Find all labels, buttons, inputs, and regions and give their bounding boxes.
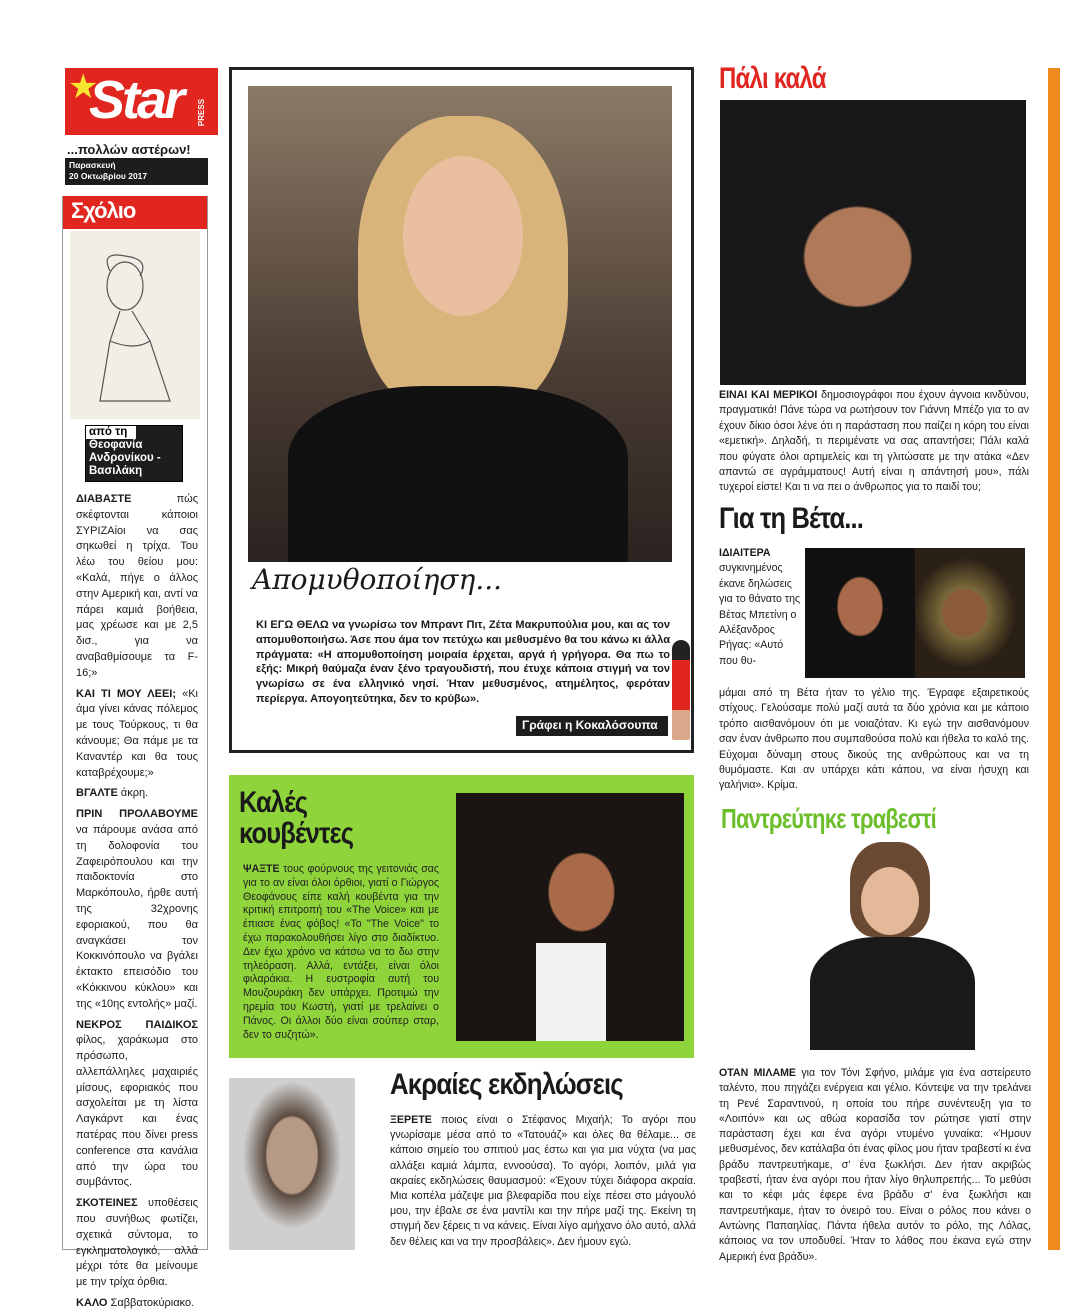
pali-title: Πάλι καλά [719, 62, 826, 95]
star-icon: ★ [68, 68, 99, 106]
caricature-sketch [70, 231, 200, 419]
beta-side-text: ΙΔΙΑΙΤΕΡΑ συγκινημένος έκανε δηλώσεις για το θάνατο της Βέτας Μπετίνη ο Αλέξανδρος Ρήγας: «Αυτό που θυ- [719, 547, 801, 667]
paragraph: ΚΑΛΟ Σαββατοκύριακο. [76, 1297, 195, 1310]
michail-photo [229, 1078, 355, 1250]
feature-byline: Γράφει η Κοκαλόσουπα [516, 716, 668, 736]
kales-kouventes-box [229, 775, 694, 1058]
betini-photo [915, 548, 1025, 678]
date-full: 20 Οκτωβρίου 2017 [69, 171, 148, 181]
column-title-text: Σχόλιο [71, 198, 136, 223]
box-title-line-2: κουβέντες [239, 817, 354, 850]
date-day: Παρασκευή [69, 160, 116, 170]
paragraph: ΒΓΑΛΤΕ άκρη. [76, 787, 149, 800]
beta-title: Για τη Βέτα... [719, 502, 864, 535]
sfinos-photo [795, 842, 990, 1050]
byline-name: Θεοφανία Ανδρονίκου - Βασιλάκη [89, 439, 161, 477]
column-text [63, 482, 207, 1312]
box-text: ΨΑΞΤΕ τους φούρνους της γειτονιάς σας για το αν είναι όλοι όρθιοι, γιατί ο Γιώργος Θεοφάνους είπε καλή κουβέντα για την κριτική επιτροπή του «The Voice» και με έπιασε ένας φόβος! «Το "The Voice" το έχω παρακολουθήσει λίγο στο διαδίκτυο. Δεν έχω χρόνο να κάτσω να το δω στην τηλεόραση. Αλλά, εντάξει, είναι όλοι φιλαράκια. Η ευστροφία αυτή του Μουζουράκη δεν υπάρχει. Προτιμώ την ηρεμία του Κωστή, γιατί με τρελαίνει ο Πάνος. Οι άλλοι δύο είναι σούπερ σταρ, δεν το συζητώ». [243, 863, 439, 1041]
logo-sub: PRESS [196, 98, 206, 127]
beta-text: μάμαι από τη Βέτα ήταν το γέλιο της. Έγραφε εξαιρετικούς στίχους. Γελούσαμε πολύ μαζί αυτά τα δύο χρόνια και με κάποιο τρόπο αισθανόμουν ότι με νοιαζόταν. Κι εγώ την αισθανόμουν σαν έναν άνθρωπο που συμπαθούσα πολύ και ήθελα το καλό της. Εύχομαι δύναμη στους δικούς της ανθρώπους και να τη θυμόμαστε. Και αν υπάρχει κάτι κάπου, να είναι ήσυχη και γαλήνια». Κρίμα. [719, 687, 1029, 792]
travesti-title: Παντρεύτηκε τραβεστί [721, 803, 936, 834]
byline-prefix: από τη [86, 426, 136, 439]
theofanous-photo [456, 793, 684, 1041]
paragraph: ΣΚΟΤΕΙΝΕΣ υποθέσεις που συνήθως φωτίζει, σχετικά σύντομα, το εγκληματολογικό, αλλά μέχρι τότε θα μείνουμε με την τρίχα όρθια. [76, 1197, 198, 1289]
bezos-photo [720, 100, 1026, 385]
feature-box [229, 67, 694, 753]
extreme-text: ΞΕΡΕΤΕ ποιος είναι ο Στέφανος Μιχαήλ; Το αγόρι που γνωρίσαμε μέσα από το «Τατουάζ» και όλες θα θέλαμε... σε κάποιο σημείο του σπιτιού μας έστω και για μια νύχτα (να μας αλλάξει καμιά λάμπα, εννοούσα). Το αγόρι, λοιπόν, μιλά για ακραίες εκδηλώσεις θαυμασμού: «Έχουν τύχει διάφορα ακραία. Μια κοπέλα μάζεψε μια βλεφαρίδα που είχε πέσει στο μάγουλό μου, την έβαλε σε ένα μαντίλι και την πήρε μαζί της. Εκείνη τη στιγμή δεν ξέρεις τι να κάνεις. Είναι λίγο αμήχανο όλο αυτό, αλλά δεν θέλεις και να την προσβάλεις». Δεν ήμουν εγώ. [390, 1114, 696, 1248]
logo-text: Star [89, 70, 183, 130]
feature-title: Απομυθοποίηση... [252, 563, 503, 596]
paragraph: ΠΡΙΝ ΠΡΟΛΑΒΟΥΜΕ να πάρουμε ανάσα από τη δολοφονία του Ζαφειρόπουλου και την παιδοκτονία στο Μαρκόπουλο, ήρθε αυτή της 32χρονης εφοριακού, που θα αναγκάσει τον Κοκκινόπουλο να βγάλει έκτακτο επεισόδιο του «Κόκκινου κύκλου» και της «10ης εντολής» μαζί. [76, 808, 198, 1010]
feature-photo [248, 86, 672, 562]
tagline: ...πολλών αστέρων! [67, 142, 191, 157]
column-title [63, 196, 207, 229]
travesti-text: ΟΤΑΝ ΜΙΛΑΜΕ για τον Τόνι Σφήνο, μιλάμε για ένα αστείρευτο ταλέντο, που πηγάζει ενέργεια και γέλιο. Κόντεψε να την τρελάνει τη Ρενέ Σαραντινού, η οποία του πήρε συνέντευξη για το «Λοιπόν» και ως αθώα κορασίδα τον ρώτησε γιατί στην παράσταση έχει και ένα αγόρι ντυμένο γυναίκα: «Ήμουν μεθυσμένος, δεν κατάλαβα ότι ένας φίλος μου ήταν τραβεστί κι ένα βράδυ παντρευτήκαμε, σ' ένα ξωκλήσι. Δεν ήταν ακριβώς τραβεστί, ήταν ένα αγόρι που ήταν λίγο θηλυπρεπής... Το μεθύσι και το κέφι μάς έφερε ένα βράδυ σ' ένα ξωκλήσι και παντρευτήκαμε, ήταν το όνειρό του. Είναι ο ρόλος που κάνει ο Αντώνης Παπαηλίας. Πάντα ήθελα αυτόν το ρόλο, της Λόλας, κάποιος να τον υποδυθεί. Ήταν το λάθος που έκανα εγώ στην Αμερική ένα βράδυ». [719, 1067, 1031, 1263]
box-title-line-1: Καλές [239, 786, 308, 819]
extreme-title: Ακραίες εκδηλώσεις [390, 1068, 623, 1101]
feature-text: ΚΙ ΕΓΩ ΘΕΛΩ να γνωρίσω τον Μπραντ Πιτ, Ζέτα Μακρυπούλια μου, και ας τον απομυθοποιήσω. Άσε που άμα τον πετύχω και μεθυσμένο θα του κάνω κι άλλα πράγματα: «Η απομυθοποίηση μοιραία έρχεται, αργά ή γρήγορα. Θα πω το εξής: Μικρή θαύμαζα έναν ξένο τραγουδιστή, που έτυχε κάποια στιγμή να τον γνωρίσω σε ένα ελληνικό νησί. Ήταν μεθυσμένος, ατημέλητος, φερόταν περίεργα. Απογοητεύτηκα, δεν το κρύβω». [256, 619, 670, 705]
byline-box [85, 425, 183, 482]
date-box [65, 158, 208, 185]
box-title [239, 787, 353, 849]
paragraph: ΔΙΑΒΑΣΤΕ πώς σκέφτονται κάποιοι ΣΥΡΙΖΑίοι να σας σηκωθεί η τρίχα. Του λέω του θείου μου: «Καλά, πήγε ο άλλος στην Αμερική και, αντί να πάρει καμιά βοήθεια, μας χρέωσε και με 2,5 δισ., για να αναβαθμίσουμε τα F-16;» [76, 493, 198, 679]
star-logo [65, 68, 218, 135]
comment-column [62, 196, 208, 1310]
pali-text: ΕΙΝΑΙ ΚΑΙ ΜΕΡΙΚΟΙ δημοσιογράφοι που έχουν άγνοια κινδύνου, πραγματικά! Πάνε τώρα να ρωτήσουν τον Γιάννη Μπέζο για το αν έχουν δίκιο όσοι λένε ότι η παράσταση που παίζει η κόρη του είναι «εμετική». Δηλαδή, τι περιμένατε να σας απαντήσει; Πάλι καλά που φύγατε όλοι αρτιμελείς και τη γλιτώσατε με την ατάκα «Δεν απαντώ σε αγράμματους! Αυτή είναι η απάντησή μου», πάλι τυχεροί είστε! Και τι να πει ο άνθρωπος για το παιδί του; [719, 389, 1029, 494]
orange-edge-strip [1048, 68, 1060, 1250]
paragraph: ΝΕΚΡΟΣ ΠΑΙΔΙΚΟΣ φίλος, χαράκωμα στο πρόσωπο, αλλεπάλληλες μαχαιριές μίσους, εφοριακός που ασχολείται με τη λίστα Λαγκάρντ και ένας πατέρας που δίνει press conference στα κανάλια από την ώρα του συμβάντος. [76, 1018, 198, 1189]
paragraph: ΚΑΙ ΤΙ ΜΟΥ ΛΕΕΙ; «Κι άμα γίνει κάνας πόλεμος με τους Τούρκους, τι θα κάνουμε; Θα πάμε με τα Καναντέρ και θα τους καταβρέχουμε;» [76, 687, 198, 779]
columnist-figure [672, 640, 690, 740]
rigas-photo [805, 548, 915, 678]
